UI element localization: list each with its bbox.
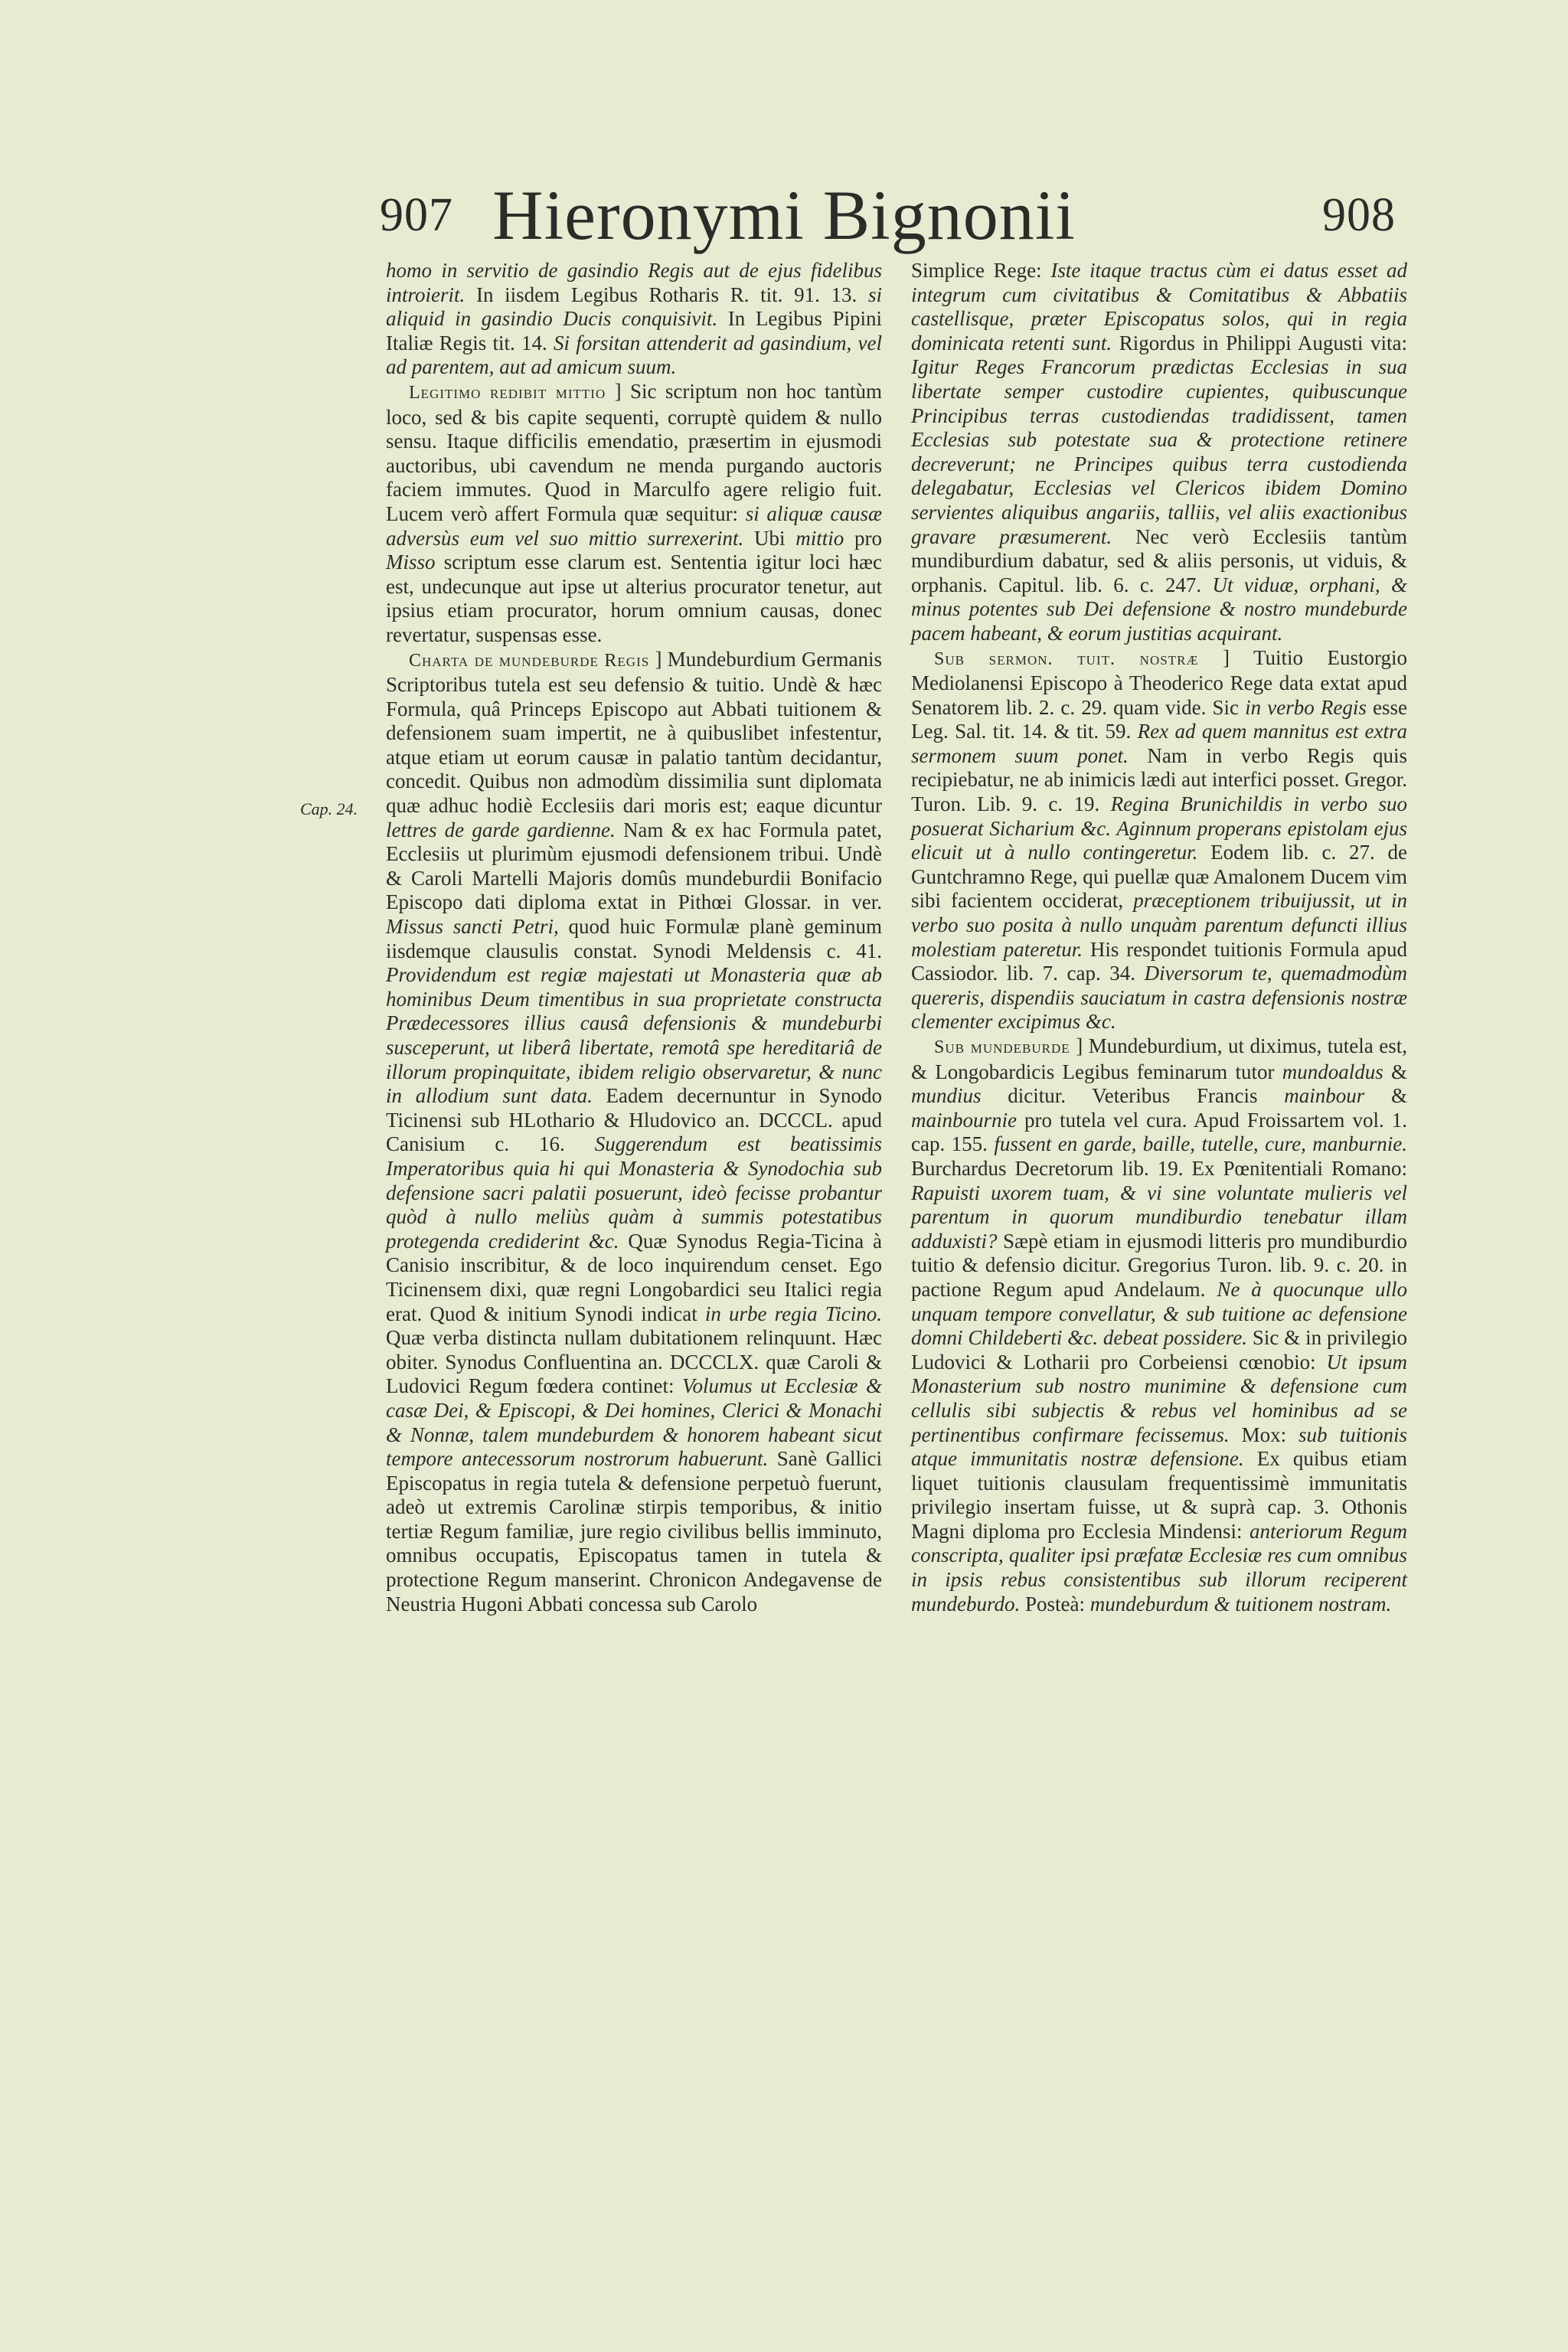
- paragraph: [386, 648, 882, 1617]
- text: Eadem decernuntur in Synodo Ticinensi sub HLothario & Hludovico an. DCCCL. apud Canisium c. 16.: [386, 1084, 882, 1156]
- italic-text: Igitur Reges Francorum prædictas Ecclesias in sua libertate semper custodire cupientes, quibuscunque Principibus terras custodiendas tradidissent, tamen Ecclesias sub potestate sua & protectione retinere decreverunt; ne Principes quibus terra custodienda delegabatur, Ecclesias vel Clericos ibidem Domino servientes aliquibus angariis, talliis, vel aliis exactionibus gravare præsumerent.: [911, 355, 1407, 548]
- text: &: [1391, 1084, 1408, 1108]
- running-title: Hieronymi Bignonii: [492, 176, 1076, 254]
- italic-text: mainbour: [1284, 1084, 1365, 1108]
- running-header: [0, 175, 1568, 259]
- italic-text: Ut viduæ, orphani, & minus potentes sub Dei defensione & nostro mundeburde pacem habeant, & eorum justitias acquirant.: [911, 573, 1408, 645]
- italic-text: Rex ad quem mannitus est extra sermonem suum ponet.: [911, 720, 1408, 767]
- italic-text: mundeburdum & tuitionem nostram.: [1089, 1592, 1392, 1615]
- italic-text: mundoaldus: [1282, 1060, 1383, 1083]
- text: Nam in verbo Regis quis recipiebatur, ne ab inimicis lædi aut interfici posset. Gregor. Turon. Lib. 9. c. 19.: [911, 743, 1407, 816]
- text: Ubi: [754, 526, 786, 550]
- italic-text: Suggerendum est beatissimis Imperatoribus quia hi qui Monasteria & Synodochia sub defensione sacri palatii posuerunt, ideò fecisse probantur quòd à nullo meliùs quàm à summis potestatibus protegenda crediderint &c.: [386, 1132, 882, 1253]
- paragraph: [911, 259, 1407, 646]
- text: dicitur. Veteribus Francis: [1008, 1084, 1258, 1108]
- text: In iisdem Legibus Rotharis R. tit. 91. 13.: [475, 283, 858, 306]
- italic-text: Providendum est regiæ majestati ut Monasteria quæ ab hominibus Deum timentibus in sua proprietate constructa Prædecessores illius causâ defensionis & mundeburbi susceperunt, ut liberâ libertate, remotâ spe hereditariâ de illorum propinquitate, ibidem religio observaretur, & nunc in allodium sunt data.: [386, 963, 882, 1108]
- text: Burchardus Decretorum lib. 19. Ex Pœnitentiali Romano:: [911, 1156, 1407, 1180]
- margin-note: Cap. 24.: [300, 799, 358, 818]
- text: In Legibus Pipini Italiæ Regis tit. 14.: [386, 307, 882, 354]
- italic-text: Diversorum te, quemadmodùm quereris, dispendiis sauciatum in castra defensionis nostræ clementer excipimus &c.: [911, 962, 1408, 1034]
- italic-text: sub tuitionis atque immunitatis nostræ defensione.: [911, 1423, 1408, 1471]
- left-column: [386, 259, 882, 1616]
- lemma: Legitimo redibit mittio: [409, 382, 606, 403]
- text: Rigordus in Philippi Augusti vita:: [1119, 331, 1408, 354]
- italic-text: Missus sancti Petri,: [386, 915, 559, 939]
- italic-text: Volumus ut Ecclesiæ & casæ Dei, & Episcopi, & Dei homines, Clerici & Monachi & Nonnæ, talem mundeburdem & honorem habeant sicut tempore antecessorum nostrorum habuerunt.: [386, 1374, 882, 1471]
- text: Posteà:: [1025, 1592, 1085, 1615]
- italic-text: si aliquæ causæ adversùs eum vel suo mittio surrexerint.: [386, 501, 882, 550]
- italic-text: Regina Brunichildis in verbo suo posuerat Sicharium &c. Aginnum properans epistolam ejus elicuit ut à nullo contingeretur.: [911, 792, 1408, 864]
- italic-text: mainbournie: [911, 1108, 1017, 1132]
- italic-text: fussent en garde, baille, tutelle, cure, manburnie.: [994, 1132, 1407, 1156]
- text: Simplice Rege:: [911, 259, 1042, 282]
- paragraph: [911, 1034, 1407, 1616]
- text: Mox:: [1241, 1423, 1287, 1446]
- italic-text: si aliquid in gasindio Ducis conquisivit.: [386, 283, 883, 331]
- lemma: Sub mundeburde: [934, 1037, 1070, 1057]
- lemma: Sub sermon. tuit. nostræ: [934, 648, 1199, 669]
- italic-text: in verbo Regis: [1245, 695, 1367, 719]
- text: Nec verò Ecclesiis tantùm mundiburdium dabatur, sed & aliis personis, ut viduis, & orphanis. Capitul. lib. 6. c. 247.: [911, 524, 1407, 596]
- text: Eodem lib. c. 27. de Guntchramno Rege, qui puellæ quæ Amalonem Ducem vim sibi facientem occiderat,: [911, 841, 1408, 913]
- italic-text: Ut ipsum Monasterium sub nostro munimine & defensione cum cellulis sibi subjectis & rebus vel hominibus ad se pertinentibus confirmare fecissemus.: [911, 1350, 1407, 1446]
- paragraph: [911, 646, 1407, 1035]
- lemma: Charta de mundeburde Regis: [409, 650, 650, 671]
- text: &: [1391, 1060, 1408, 1083]
- italic-text: Rapuisti uxorem tuam, & vi sine voluntate mulieris vel parentum in quorum mundiburdio tenebatur illam adduxisti?: [911, 1181, 1407, 1253]
- italic-text: præceptionem tribuijussit, ut in verbo suo posita à nullo unquàm parentum defuncti illius molestiam pateretur.: [911, 889, 1408, 961]
- italic-text: Misso: [386, 550, 436, 574]
- italic-text: homo in servitio de gasindio Regis aut de ejus fidelibus introierit.: [386, 259, 882, 306]
- italic-text: in urbe regia Ticino.: [704, 1302, 882, 1325]
- text: ] Sic scriptum non hoc tantùm loco, sed & bis capite sequenti, corruptè quidem & nullo sensu. Itaque difficilis emendatio, præsertim in ejusmodi auctoribus, ubi cavendum ne menda purgando auctoris faciem immutes. Quod in Marculfo agere religio fuit. Lucem verò affert Formula quæ sequitur:: [386, 379, 883, 525]
- text: Quæ Synodus Regia-Ticina à Canisio inscribitur, & de loco inquirendum censet. Ego Ticinensem dixi, quæ regni Longobardici seu Italici regia erat. Quod & initium Synodi indicat: [386, 1229, 882, 1325]
- right-column: [911, 259, 1407, 1616]
- text: Sæpè etiam in ejusmodi litteris pro mundiburdio tuitio & defensio dicitur. Gregorius Turon. lib. 9. c. 20. in pactione Regum apud Andelaum.: [911, 1229, 1407, 1301]
- text: ] Mundeburdium Germanis Scriptoribus tutela est seu defensio & tuitio. Undè & hæc Formula, quâ Princeps Episcopo aut Abbati tuitionem & defensionem suam impertit, ne à quibuslibet infestentur, atque etiam ut eorum causæ in palatio tantùm decidantur, concedit. Quibus non admodùm dissimilia sunt diplomata quæ adhuc hodiè Ecclesiis dari moris est; eaque dicuntur: [386, 647, 883, 818]
- page-number-right: 908: [1322, 189, 1396, 241]
- italic-text: Ne à quocunque ullo unquam tempore convellatur, & sub tuitione ac defensione domni Childeberti &c. debeat possidere.: [911, 1277, 1408, 1350]
- italic-text: anteriorum Regum conscripta, qualiter ipsi præfatæ Ecclesiæ res cum omnibus in ipsis rebus consistentibus sub illorum reciperent mundeburdo.: [911, 1519, 1407, 1615]
- italic-text: Iste itaque tractus cùm ei datus esset ad integrum cum civitatibus & Comitatibus & Abbatiis castellisque, præter Episcopatus solos, qui in regia dominicata retenti sunt.: [911, 259, 1408, 354]
- paragraph: [386, 259, 882, 380]
- text: Nam & ex hac Formula patet, Ecclesiis ut plurimùm ejusmodi defensionem tribui. Undè & Caroli Martelli Majoris domûs mundeburdii Bonifacio Episcopo dati diploma extat in Pithœi Glossar. in ver.: [386, 818, 883, 914]
- text: ] Mundeburdium, ut diximus, tutela est, & Longobardicis Legibus feminarum tutor: [911, 1034, 1407, 1083]
- page-number-left: 907: [380, 189, 453, 241]
- italic-text: mittio: [795, 526, 844, 550]
- text: Ex quibus etiam liquet tuitionis clausulam frequentissimè immunitatis privilegio insertam fuisse, ut & suprà cap. 3. Othonis Magni diploma pro Ecclesia Mindensi:: [911, 1447, 1407, 1543]
- text: Sic & in privilegio Ludovici & Lotharii pro Corbeiensi cœnobio:: [911, 1326, 1407, 1374]
- text: esse Leg. Sal. tit. 14. & tit. 59.: [911, 695, 1407, 743]
- text: pro tutela vel cura. Apud Froissartem vol. 1. cap. 155.: [911, 1108, 1408, 1156]
- text: His respondet tuitionis Formula apud Cassiodor. lib. 7. cap. 34.: [911, 937, 1408, 985]
- text: Sanè Gallici Episcopatus in regia tutela & defensione perpetuò fuerunt, adeò ut extremis Carolinæ stirpis temporibus, & initio tertiæ Regum familiæ, jure regio civilibus bellis imminuto, omnibus occupatis, Episcopatus tamen in tutela & protectione Regum manserint. Chronicon Andegavense de Neustria Hugoni Abbati concessa sub Carolo: [386, 1447, 883, 1615]
- text: Quæ verba distincta nullam dubitationem relinquunt. Hæc obiter. Synodus Confluentina an. DCCCLX. quæ Caroli & Ludovici Regum fœdera continet:: [386, 1326, 882, 1398]
- italic-text: mundius: [911, 1084, 982, 1108]
- italic-text: Si forsitan attenderit ad gasindium, vel ad parentem, aut ad amicum suum.: [386, 331, 883, 379]
- italic-text: lettres de garde gardienne.: [386, 818, 616, 841]
- text: pro: [854, 526, 883, 550]
- text: quod huic Formulæ planè geminum iisdemque clausulis constat. Synodi Meldensis c. 41.: [386, 915, 883, 962]
- paragraph: [386, 380, 882, 648]
- text: ] Tuitio Eustorgio Mediolanensi Episcopo à Theoderico Rege data extat apud Senatorem lib. 2. c. 29. quam vide. Sic: [911, 645, 1407, 719]
- text: scriptum esse clarum est. Sententia igitur loci hæc est, undecunque aut ipse ut alterius procurator tenetur, aut ipsius etiam procurator, horum omnium causas, donec revertatur, suspensas esse.: [386, 550, 882, 646]
